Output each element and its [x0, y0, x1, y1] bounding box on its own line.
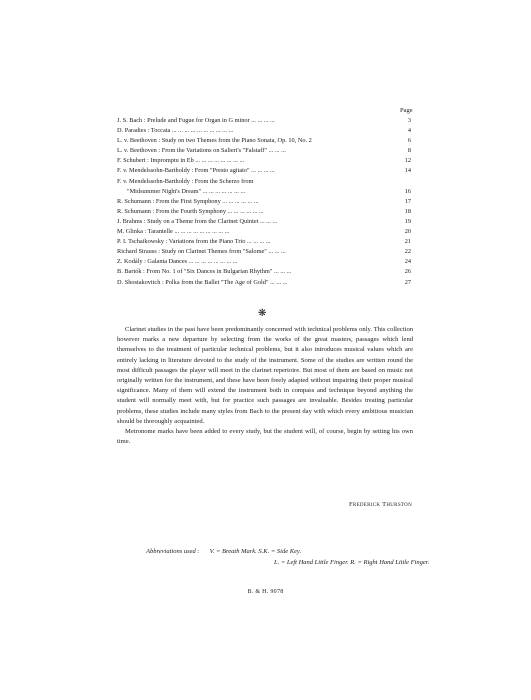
toc-entry-title: F. Schubert : Impromptu in Eb ... ... ... ... ... ... ... ... — [117, 157, 245, 165]
toc-entry — [117, 237, 411, 247]
preface — [117, 325, 413, 447]
toc-entry-title: R. Schumann : From the First Symphony ... ... ... ... ... ... — [117, 197, 259, 205]
toc-entry-page: 18 — [404, 207, 411, 215]
toc-entry — [117, 217, 411, 227]
toc-entry-page: 6 — [407, 137, 411, 145]
toc-entry-page: 4 — [407, 127, 411, 135]
toc-entry — [117, 247, 411, 257]
toc-entry-title: F. v. Mendelssohn-Bartholdy : From "Presto agitato" ... ... ... ... — [117, 167, 275, 175]
toc-entry-title: B. Bartók : From No. 1 of "Six Dances in Bulgarian Rhythm" ... ... ... — [117, 268, 292, 276]
author-signature: Frederick Thurston — [348, 501, 412, 508]
toc-entry-title: R. Schumann : From the Fourth Symphony ... ... ... ... ... ... — [117, 207, 264, 215]
toc-entry — [117, 207, 411, 217]
page-column-header: Page — [400, 107, 413, 114]
toc-entry — [117, 146, 411, 156]
toc-entry-page: 26 — [404, 268, 411, 276]
toc-entry — [117, 126, 411, 136]
toc-entry — [117, 136, 411, 146]
toc-entry-title: Z. Kodály : Galanta Dances ... ... ... ... ... ... ... ... — [117, 258, 238, 266]
toc-entry-page: 12 — [404, 157, 411, 165]
toc-entry-title: D. Shostakovitch : Polka from the Ballet "The Age of Gold" ... ... ... — [117, 278, 288, 286]
toc-entry — [117, 257, 411, 267]
toc-entry-title: Richard Strauss : Study on Clarinet Themes from "Salome" ... ... ... — [117, 248, 286, 256]
toc-entry-page: 20 — [404, 228, 411, 236]
toc-entry-page: 3 — [407, 117, 411, 124]
toc-entry — [117, 166, 411, 176]
abbreviations-line-1: V. = Breath Mark. S.K. = Side Key. — [209, 548, 302, 555]
abbreviations-lead: Abbreviations used : — [146, 548, 200, 555]
toc-entry-title: J. S. Bach : Prelude and Fugue for Organ in G minor ... ... ... ... — [117, 117, 275, 124]
plate-number: B. & H. 9078 — [247, 589, 284, 595]
toc-entry-page — [399, 177, 411, 187]
toc-entry — [117, 116, 411, 126]
toc-entry — [117, 227, 411, 237]
toc-entry-title: D. Paradies : Toccata ... ... ... ... ... ... ... ... ... ... — [117, 127, 234, 135]
toc-entry-title: M. Glinka : Tarantelle ... ... ... ... ... ... ... ... ... — [117, 228, 230, 236]
toc-entry-page: 21 — [404, 238, 411, 246]
toc-entry — [117, 267, 411, 277]
preface-paragraph-2: Metronome marks have been added to every study, but the student will, of course, begin by setting his own time. — [117, 428, 413, 446]
toc-entry — [117, 278, 411, 288]
toc-entry-title: P. I. Tschaikowsky : Variations from the Piano Trio ... ... ... ... — [117, 238, 271, 246]
toc-entry-page: 24 — [404, 258, 411, 266]
toc-entry-title: F. v. Mendelssohn-Bartholdy : From the Scherzo from — [117, 177, 254, 185]
toc-entry-page: 22 — [404, 248, 411, 256]
toc-entry-page: 17 — [404, 197, 411, 205]
abbreviations-line-2: L. = Left Hand Little Finger. R. = Right Hand Little Finger. — [274, 559, 430, 566]
toc-entry-page: 19 — [404, 217, 411, 225]
preface-paragraph-1: Clarinet studies in the past have been predominantly concerned with technical problems only. This collection however marks a new departure by selecting from the works of the great masters, passages which lend themselves to the treatment of particular technical problems, but it also introduces musical values which are entirely lacking in literature devoted to the study of the instrument. Some of the studies are written round the most difficult passages the player will meet in the clarinet repertoire. But most of them are based on music not originally written for the instrument, and these have been freely adapted without impairing their proper musical significance. Many of them will extend the instrument both in compass and technique beyond anything the student will normally meet with, but for practice such passages are invaluable. Besides treating particular problems, these studies include many styles from Bach to the present day with which every ambitious musician should be thoroughly acquainted. — [117, 326, 413, 425]
toc-entry-title: "Midsummer Night's Dream" ... ... ... ... ... ... ... — [127, 187, 246, 195]
toc-entry-title: J. Brahms : Study on a Theme from the Clarinet Quintet ... ... ... — [117, 217, 278, 225]
abbreviations-block — [146, 546, 429, 568]
toc-entry-page: 14 — [404, 167, 411, 175]
toc-entry-title: L. v. Beethoven : Study on two Themes from the Piano Sonata, Op. 10, No. 2 — [117, 137, 312, 145]
toc-entry — [117, 177, 411, 187]
section-divider-ornament: ❋ — [258, 308, 267, 319]
toc-entry — [117, 197, 411, 207]
toc-entry-page: 27 — [404, 278, 411, 286]
toc-entry — [117, 187, 411, 197]
table-of-contents — [117, 116, 411, 288]
toc-entry-page: 16 — [404, 187, 411, 195]
toc-entry-title: L. v. Beethoven : From the Variations on Salieri's "Falstaff" ... ... ... — [117, 147, 286, 155]
toc-entry — [117, 156, 411, 166]
toc-entry-page: 8 — [407, 147, 411, 155]
